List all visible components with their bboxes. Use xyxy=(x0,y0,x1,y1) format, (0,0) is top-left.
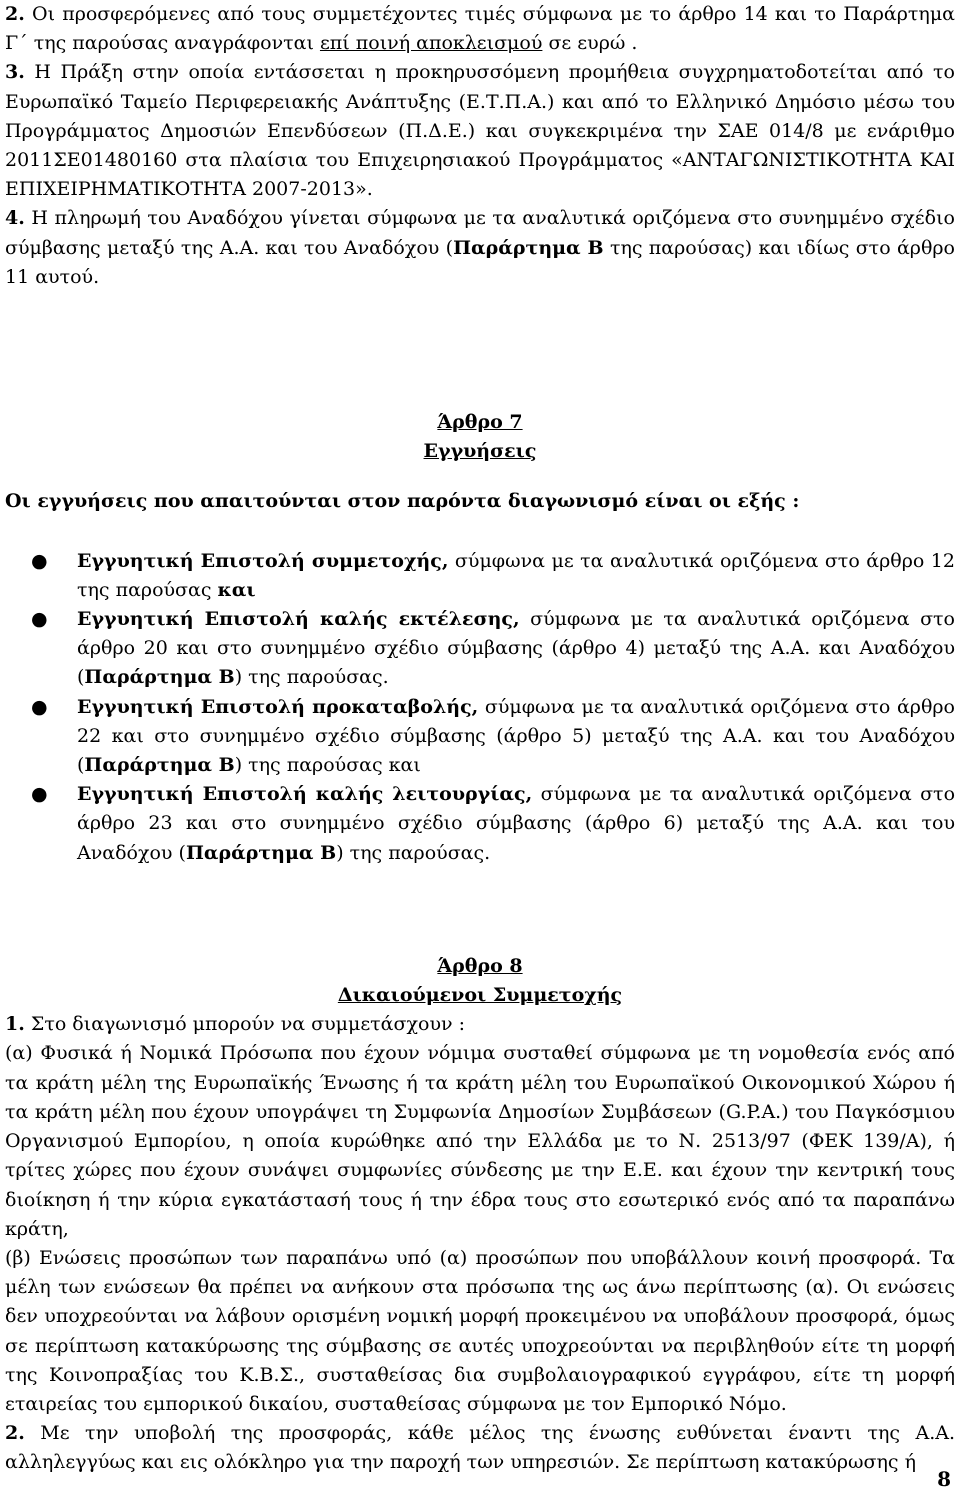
item-3-number: 3. xyxy=(5,61,25,84)
bullet-icon: ● xyxy=(31,608,48,631)
item-4-text: Η πληρωμή του Αναδόχου γίνεται σύμφωνα με τα αναλυτικά οριζόμενα στο συνημμένο σχέδιο σύμβασης μεταξύ της Α.Α. και του Αναδόχου ( xyxy=(5,207,955,259)
article-8-title: Άρθρο 8 xyxy=(437,954,523,977)
item-3-text: Η Πράξη στην οποία εντάσσεται η προκηρυσσόμενη προμήθεια συγχρηματοδοτείται από το Ευρωπαϊκό Ταμείο Περιφερειακής Ανάπτυξης (Ε.Τ.Π.Α.) και από το Ελληνικό Δημόσιο μέσω του Προγράμματος Δημοσιών Επενδύσεων (Π.Δ.Ε.) και συγκεκριμένα την ΣΑΕ 014/8 με ενάριθμο 2011ΣΕ01480160 στα πλαίσια του Επιχειρησιακού Προγράμματος «ΑΝΤΑΓΩΝΙΣΤΙΚΟΤΗΤΑ ΚΑΙ ΕΠΙΧΕΙΡΗΜΑΤΙΚΟΤΗΤΑ 2007-2013». xyxy=(5,61,955,201)
item-4-annex: Παράρτημα Β xyxy=(453,236,604,259)
article-7-intro: Οι εγγυήσεις που απαιτούνται στον παρόντα διαγωνισμό είναι οι εξής : xyxy=(5,490,800,513)
article-8-para-1: 1. Στο διαγωνισμό μπορούν να συμμετάσχουν : xyxy=(5,1013,465,1036)
item-2-number: 2. xyxy=(5,3,25,25)
item-2-underlined: επί ποινή αποκλεισμού xyxy=(319,32,543,55)
bullet-icon: ● xyxy=(31,549,48,572)
article-8-para-a: (α) Φυσικά ή Νομικά Πρόσωπα που έχουν νόμιμα συσταθεί σύμφωνα με τη νομοθεσία ενός από τα κράτη μέλη της Ευρωπαϊκής Ένωσης ή τα κράτη μέλη του Ευρωπαϊκού Οικονομικού Χώρου ή τα κράτη μέλη που έχουν υπογράψει τη Συμφωνία Δημοσίων Συμβάσεων (G.P.A.) του Παγκόσμιου Οργανισμού Εμπορίου, η οποία κυρώθηκε από την Ελλάδα με το Ν. 2513/97 (ΦΕΚ 139/Α), ή τρίτες χώρες που έχουν συνάψει συμφωνίες σύνδεσης με την Ε.Ε. και έχουν την κεντρική τους διοίκηση ή την κύρια εγκατάστασή τους ή την έδρα τους στο εσωτερικό ενός από τα παραπάνω κράτη, xyxy=(5,1042,955,1240)
guarantee-item: ● Εγγυητική Επιστολή καλής εκτέλεσης, σύμφωνα με τα αναλυτικά οριζόμενα στο άρθρο 20 και στο συνημμένο σχέδιο σύμβασης (άρθρο 4) μεταξύ της Α.Α. και Αναδόχου (Παράρτημα Β) της παρούσας. xyxy=(5,605,955,693)
item-2 xyxy=(5,0,955,58)
guarantees-list xyxy=(5,547,955,868)
bullet-icon: ● xyxy=(31,783,48,806)
guarantee-item: ● Εγγυητική Επιστολή προκαταβολής, σύμφωνα με τα αναλυτικά οριζόμενα στο άρθρο 22 και στο συνημμένο σχέδιο σύμβασης (άρθρο 5) μεταξύ της Α.Α. και του Αναδόχου (Παράρτημα Β) της παρούσας και xyxy=(5,693,955,781)
item-2-text: Οι προσφερόμενες από τους συμμετέχοντες τιμές σύμφωνα με το άρθρο 14 και το Παράρτημα Γ΄ της παρούσας αναγράφονται xyxy=(5,3,955,55)
article-7-subtitle: Εγγυήσεις xyxy=(423,440,537,463)
bullet-icon: ● xyxy=(31,695,48,718)
item-3 xyxy=(5,58,955,204)
item-2-tail: σε ευρώ . xyxy=(542,32,638,55)
article-7-title: Άρθρο 7 xyxy=(437,411,523,434)
item-4-number: 4. xyxy=(5,207,25,230)
item-4 xyxy=(5,204,955,292)
guarantee-item: ● Εγγυητική Επιστολή συμμετοχής, σύμφωνα με τα αναλυτικά οριζόμενα στο άρθρο 12 της παρούσας και xyxy=(5,547,955,605)
document-page xyxy=(5,0,955,1478)
article-8-para-2: 2. Με την υποβολή της προσφοράς, κάθε μέλος της ένωσης ευθύνεται έναντι της Α.Α. αλληλεγγύως και εις ολόκληρο για την παροχή των υπηρεσιών. Σε περίπτωση κατακύρωσης ή xyxy=(5,1422,955,1474)
guarantee-item: ● Εγγυητική Επιστολή καλής λειτουργίας, σύμφωνα με τα αναλυτικά οριζόμενα στο άρθρο 23 και στο συνημμένο σχέδιο σύμβασης (άρθρο 6) μεταξύ της Α.Α. και του Αναδόχου (Παράρτημα Β) της παρούσας. xyxy=(5,780,955,868)
article-8-subtitle: Δικαιούμενοι Συμμετοχής xyxy=(337,984,623,1007)
article-8-para-b: (β) Ενώσεις προσώπων των παραπάνω υπό (α) προσώπων που υποβάλλουν κοινή προσφορά. Τα μέλη των ενώσεων θα πρέπει να ανήκουν στα πρόσωπα της ως άνω περίπτωσης (α). Οι ενώσεις δεν υποχρεούνται να λάβουν ορισμένη νομική μορφή προκειμένου να υποβάλουν προσφορά, όμως σε περίπτωση κατακύρωσης της σύμβασης σε αυτές υποχρεούνται να περιβληθούν είτε τη μορφή της Κοινοπραξίας του Κ.Β.Σ., συσταθείσας δια συμβολαιογραφικού εγγράφου, είτε τη μορφή εταιρείας του εμπορικού δικαίου, συσταθείσας σύμφωνα με τον Εμπορικό Νόμο. xyxy=(5,1246,955,1415)
page-number: 8 xyxy=(937,1466,951,1491)
item-4-tail: της παρούσας) και ιδίως στο άρθρο 11 αυτού. xyxy=(5,236,955,288)
